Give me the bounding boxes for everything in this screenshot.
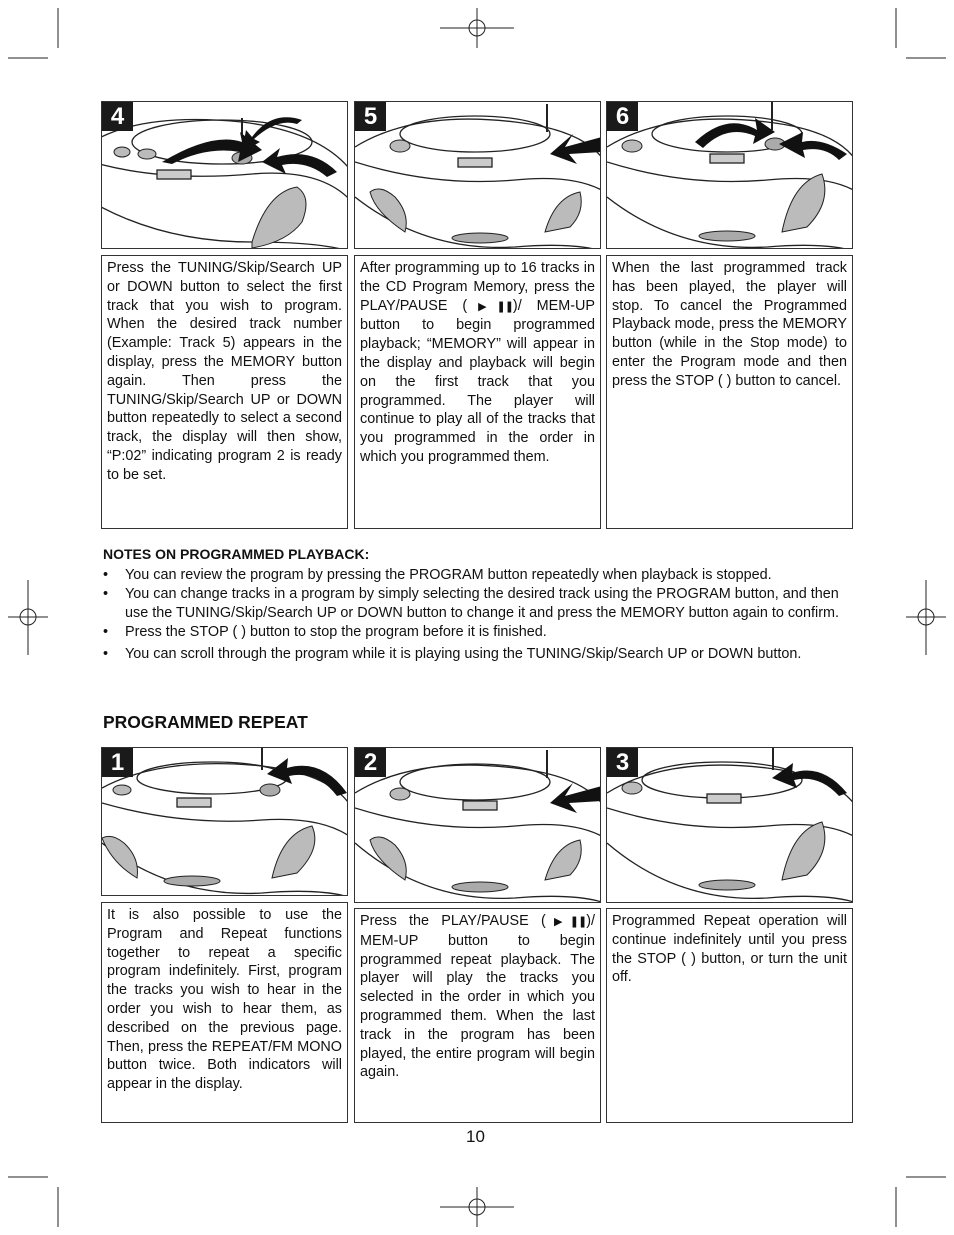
instruction-step-4: Press the TUNING/Skip/Search UP or DOWN button to select the first track that you wish to program. When the desired track number (Example: Track 5) appears in the display, press the MEMORY button again. Then press the TUNING/Skip/Search UP or DOWN button repeatedly to select a second track, the display will then show, “P:02” indicating program 2 is ready to be set. bbox=[101, 255, 348, 529]
bullet-icon: • bbox=[103, 624, 109, 640]
illustration-step-2 bbox=[354, 747, 601, 903]
instruction-step-5 bbox=[354, 255, 601, 529]
arrow-icon bbox=[779, 132, 847, 160]
arrow-icon bbox=[550, 134, 601, 164]
bullet-icon: • bbox=[103, 586, 109, 602]
bullet-icon: • bbox=[103, 646, 109, 662]
instruction-text: )/ MEM-UP button to begin programmed playback; “MEMORY” will appear in the display and playback will begin on the first track that you programmed. The player will continue to play all of the tracks that you programmed in the order in which you programmed them. bbox=[360, 297, 595, 465]
page-number: 10 bbox=[466, 1127, 485, 1146]
arrow-icon bbox=[242, 117, 302, 152]
boombox-illustration bbox=[607, 102, 853, 249]
note-text: You can review the program by pressing the PROGRAM button repeatedly when playback is stopped. bbox=[125, 567, 772, 583]
notes-title: NOTES ON PROGRAMMED PLAYBACK: bbox=[103, 546, 370, 562]
play-pause-icon: ▶❚❚ bbox=[467, 300, 513, 313]
play-pause-icon: ▶❚❚ bbox=[545, 916, 587, 928]
list-item bbox=[103, 566, 853, 585]
instruction-text: After programming up to 16 tracks in the CD Program Memory, press the PLAY/PAUSE ( bbox=[360, 260, 595, 314]
list-item bbox=[103, 645, 853, 664]
section-title: PROGRAMMED REPEAT bbox=[103, 712, 308, 732]
illustration-step-4 bbox=[101, 101, 348, 249]
instruction-text: )/ MEM-UP button to begin programmed repeat playback. The player will play the tracks you selected in the order in which you programmed them. When the last track in the program has been played, the entire program will begin again. bbox=[360, 913, 595, 1081]
instruction-step-3: Programmed Repeat operation will continue indefinitely until you press the STOP ( ) button, or turn the unit off. bbox=[606, 908, 853, 1123]
boombox-illustration bbox=[355, 748, 601, 903]
instruction-text: Press the PLAY/PAUSE ( bbox=[360, 913, 546, 929]
step-number-badge: 5 bbox=[355, 102, 386, 131]
step-number-badge: 1 bbox=[102, 748, 133, 777]
step-number-badge: 4 bbox=[102, 102, 133, 131]
list-item bbox=[103, 623, 853, 642]
bullet-icon: • bbox=[103, 567, 109, 583]
instruction-step-1: It is also possible to use the Program and Repeat functions together to repeat a specific program indefinitely. First, program the tracks you wish to hear in the order you wish to hear them, as described on the previous page. Then, press the REPEAT/FM MONO button twice. Both indicators will appear in the display. bbox=[101, 902, 348, 1123]
boombox-illustration bbox=[607, 748, 853, 903]
boombox-illustration bbox=[102, 748, 348, 896]
illustration-step-5 bbox=[354, 101, 601, 249]
note-text: You can scroll through the program while it is playing using the TUNING/Skip/Search UP or DOWN button. bbox=[125, 646, 802, 662]
arrow-icon bbox=[550, 783, 601, 813]
notes-list bbox=[103, 566, 853, 664]
boombox-illustration bbox=[102, 102, 348, 249]
illustration-step-1 bbox=[101, 747, 348, 896]
note-text: Press the STOP ( ) button to stop the program before it is finished. bbox=[125, 624, 547, 640]
note-text: You can change tracks in a program by simply selecting the desired track using the PROGRAM button, and then use the TUNING/Skip/Search UP or DOWN button to change it and press the MEMORY button again to confirm. bbox=[125, 586, 840, 621]
arrow-icon bbox=[695, 118, 775, 148]
step-number-badge: 3 bbox=[607, 748, 638, 777]
step-number-badge: 6 bbox=[607, 102, 638, 131]
instruction-step-2 bbox=[354, 908, 601, 1123]
list-item bbox=[103, 585, 853, 623]
instruction-step-6: When the last programmed track has been played, the player will stop. To cancel the Programmed Playback mode, press the MEMORY button (while in the Stop mode) to enter the Program mode and then press the STOP ( ) button to cancel. bbox=[606, 255, 853, 529]
illustration-step-3 bbox=[606, 747, 853, 903]
boombox-illustration bbox=[355, 102, 601, 249]
illustration-step-6 bbox=[606, 101, 853, 249]
step-number-badge: 2 bbox=[355, 748, 386, 777]
